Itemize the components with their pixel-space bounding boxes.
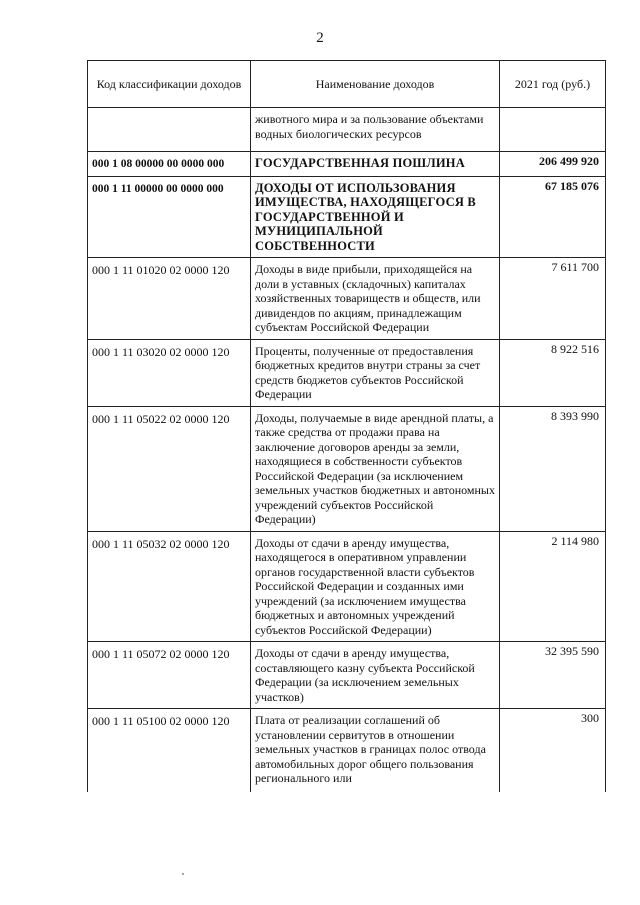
- row-amount: 2 114 980: [500, 531, 606, 642]
- header-code: Код классификации доходов: [88, 61, 251, 108]
- row-code: 000 1 11 01020 02 0000 120: [88, 258, 251, 340]
- row-code: 000 1 11 05072 02 0000 120: [88, 642, 251, 709]
- row-name: ГОСУДАРСТВЕННАЯ ПОШЛИНА: [251, 152, 500, 177]
- row-name: Доходы от сдачи в аренду имущества, находящегося в оперативном управлении органов государственной власти субъектов Российской Федерации и созданных ими учреждений (за исключением имущества бюджетных и автономных учреждений субъектов Российской Федерации): [251, 531, 500, 642]
- row-amount: 67 185 076: [500, 176, 606, 258]
- table-row: [88, 406, 606, 531]
- page-number: 2: [316, 30, 324, 46]
- row-name: Доходы, получаемые в виде арендной платы, а также средства от продажи права на заключение договоров аренды за земли, находящиеся в собственности субъектов Российской Федерации (за исключением земельных участков бюджетных и автономных учреждений субъектов Российской Федерации): [251, 406, 500, 531]
- row-amount: [500, 108, 606, 152]
- row-amount: 32 395 590: [500, 642, 606, 709]
- row-name: Проценты, полученные от предоставления бюджетных кредитов внутри страны за счет средств бюджетов субъектов Российской Федерации: [251, 339, 500, 406]
- row-name: животного мира и за пользование объектами водных биологических ресурсов: [251, 108, 500, 152]
- row-code: [88, 108, 251, 152]
- row-amount: 300: [500, 709, 606, 792]
- row-amount: 7 611 700: [500, 258, 606, 340]
- table-row: [88, 642, 606, 709]
- table-row: [88, 531, 606, 642]
- row-amount: 8 393 990: [500, 406, 606, 531]
- table-header-row: [88, 61, 606, 108]
- table-row: [88, 108, 606, 152]
- row-name: Плата от реализации соглашений об установлении сервитутов в отношении земельных участков в границах полос отвода автомобильных дорог общего пользования регионального или: [251, 709, 500, 792]
- table-row: [88, 339, 606, 406]
- table-row: [88, 152, 606, 177]
- header-name: Наименование доходов: [251, 61, 500, 108]
- header-amount: 2021 год (руб.): [500, 61, 606, 108]
- row-name: Доходы в виде прибыли, приходящейся на доли в уставных (складочных) капиталах хозяйственных товариществ и обществ, или дивидендов по акциям, принадлежащим субъектам Российской Федерации: [251, 258, 500, 340]
- table-row: [88, 176, 606, 258]
- row-code: 000 1 11 05022 02 0000 120: [88, 406, 251, 531]
- row-code: 000 1 11 05032 02 0000 120: [88, 531, 251, 642]
- scan-speck: [182, 873, 184, 875]
- row-code: 000 1 08 00000 00 0000 000: [88, 152, 251, 177]
- table-row: [88, 258, 606, 340]
- revenue-table: [87, 60, 606, 792]
- table-row: [88, 709, 606, 792]
- row-amount: 8 922 516: [500, 339, 606, 406]
- row-amount: 206 499 920: [500, 152, 606, 177]
- row-code: 000 1 11 03020 02 0000 120: [88, 339, 251, 406]
- row-code: 000 1 11 05100 02 0000 120: [88, 709, 251, 792]
- row-name: Доходы от сдачи в аренду имущества, составляющего казну субъекта Российской Федерации (за исключением земельных участков): [251, 642, 500, 709]
- row-code: 000 1 11 00000 00 0000 000: [88, 176, 251, 258]
- row-name: ДОХОДЫ ОТ ИСПОЛЬЗОВАНИЯ ИМУЩЕСТВА, НАХОДЯЩЕГОСЯ В ГОСУДАРСТВЕННОЙ И МУНИЦИПАЛЬНОЙ СОБСТВЕННОСТИ: [251, 176, 500, 258]
